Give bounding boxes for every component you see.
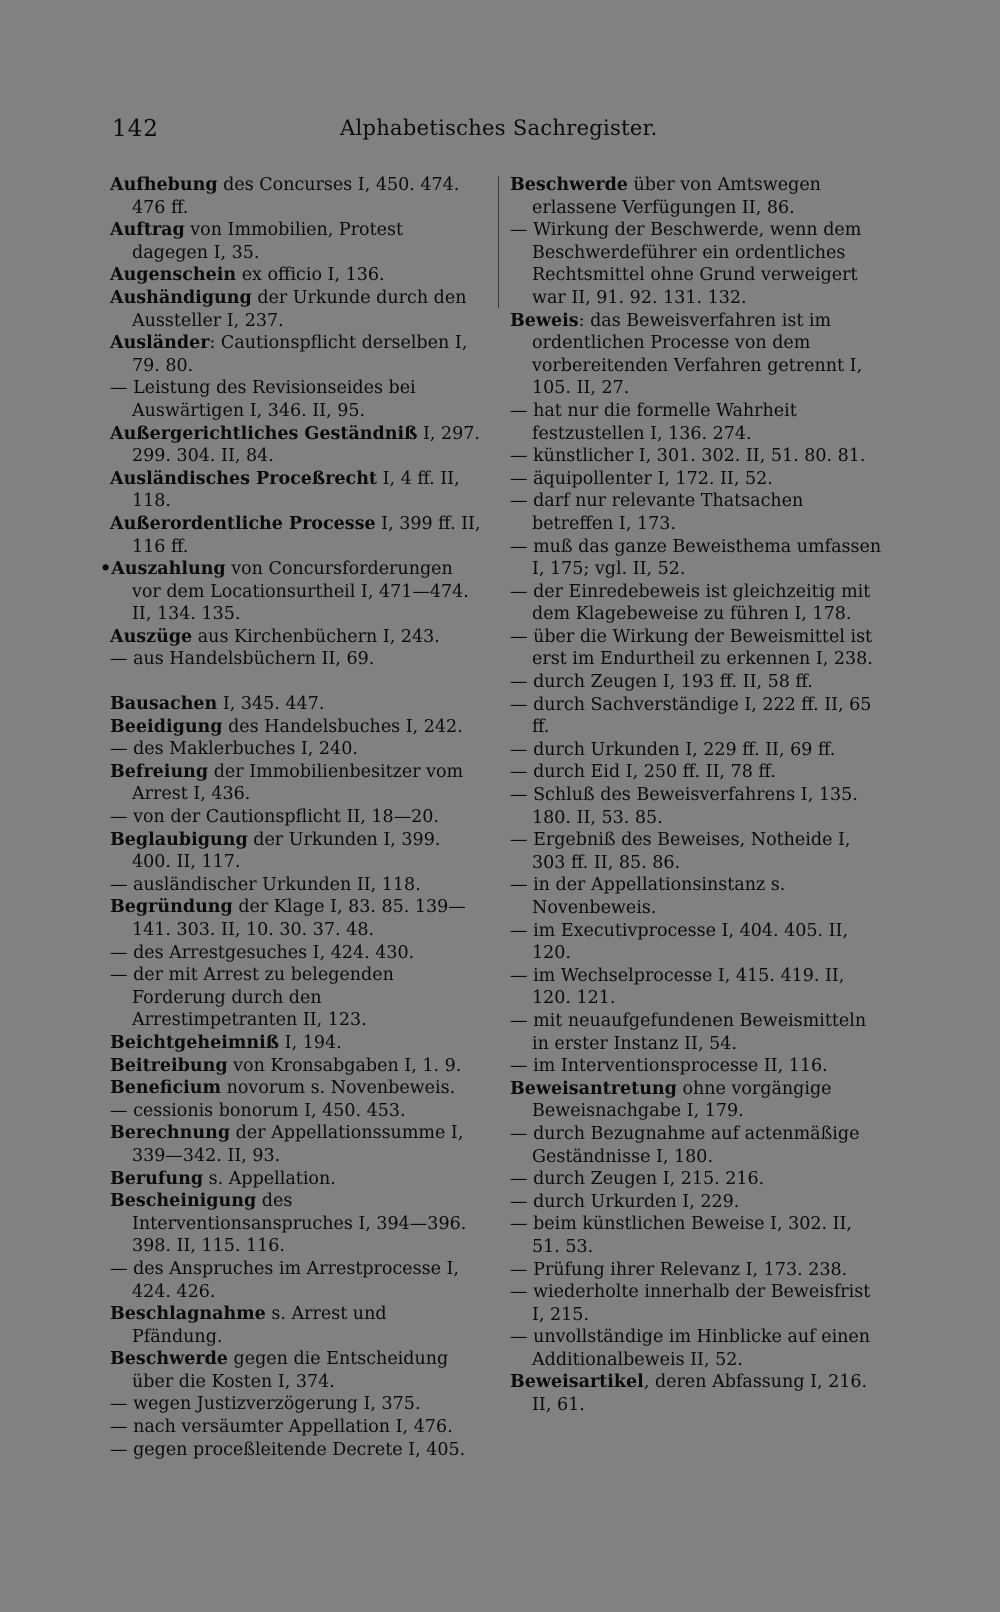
index-references: — nach versäumter Appellation I, 476. — [110, 1417, 453, 1438]
index-entry — [510, 310, 885, 400]
page-number: 142 — [112, 116, 159, 142]
index-entry — [110, 1190, 482, 1258]
index-entry — [110, 264, 482, 287]
index-entry — [110, 287, 482, 332]
marginal-dot: • — [100, 559, 112, 580]
index-entry — [110, 423, 482, 468]
index-references: ex officio I, 136. — [236, 265, 385, 286]
index-subentry — [510, 1326, 885, 1371]
index-references: — durch Eid I, 250 ff. II, 78 ff. — [510, 762, 776, 783]
index-references: — hat nur die formelle Wahrheit festzustellen I, 136. 274. — [510, 400, 797, 444]
index-references: — im Executivprocesse I, 404. 405. II, 120. — [510, 920, 849, 964]
index-subentry — [110, 1393, 482, 1416]
index-references: — unvollständige im Hinblicke auf einen Additionalbeweis II, 52. — [510, 1327, 871, 1370]
index-entry — [110, 174, 482, 219]
index-references: — darf nur relevante Thatsachen betreffen I, 173. — [510, 491, 804, 534]
index-references: I, 4 ff. II, 118. — [132, 468, 460, 512]
running-title: Alphabetisches Sachregister. — [340, 116, 658, 140]
index-term: Aufhebung — [110, 175, 218, 195]
index-entry — [110, 1032, 482, 1055]
index-references: s. Appellation. — [203, 1168, 336, 1189]
index-references: des Concurses I, 450. 474. 476 ff. — [132, 175, 460, 218]
index-term: Bescheinigung — [110, 1191, 257, 1212]
index-subentry — [510, 829, 885, 874]
index-references: aus Kirchenbüchern I, 243. — [192, 626, 440, 647]
index-references: : das Beweisverfahren ist im ordentlichen Processe von dem vorbereitenden Verfahren getrennt I, 105. II, 27. — [532, 310, 863, 399]
index-references: — wiederholte innerhalb der Beweisfrist I, 215. — [510, 1282, 871, 1325]
index-entry — [110, 896, 482, 941]
index-entry — [110, 468, 482, 513]
index-subentry — [510, 1168, 885, 1191]
index-subentry — [110, 1258, 482, 1303]
index-references: — Leistung des Revisionseides bei Auswärtigen I, 346. II, 95. — [110, 378, 416, 421]
index-references: — des Maklerbuches I, 240. — [110, 739, 358, 760]
index-references: : Cautionspflicht derselben I, 79. 80. — [132, 333, 468, 376]
index-term: Beeidigung — [110, 716, 223, 737]
index-subentry — [510, 1191, 885, 1214]
index-subentry — [510, 581, 885, 626]
index-entry — [110, 761, 482, 806]
index-references: — wegen Justizverzögerung I, 375. — [110, 1394, 421, 1415]
index-references: der Urkunden I, 399. 400. II, 117. — [132, 829, 441, 873]
index-term: Augenschein — [110, 265, 237, 286]
index-references: — durch Urkurden I, 229. — [510, 1191, 740, 1212]
index-subentry — [510, 1213, 885, 1258]
index-entry — [110, 626, 482, 649]
index-entry — [110, 1055, 482, 1078]
index-subentry — [510, 874, 885, 919]
index-references: — von der Cautionspflicht II, 18—20. — [110, 807, 440, 828]
index-references: — im Wechselprocesse I, 415. 419. II, 120. 121. — [510, 965, 845, 1009]
index-term: Beneficium — [110, 1078, 222, 1099]
index-subentry — [110, 1100, 482, 1123]
index-references: — durch Bezugnahme auf actenmäßige Geständnisse I, 180. — [510, 1123, 860, 1167]
index-references: — Ergebniß des Beweises, Notheide I, 303 ff. II, 85. 86. — [510, 830, 851, 873]
index-term: Auftrag — [110, 220, 185, 241]
index-entry — [110, 716, 482, 739]
index-references: — äquipollenter I, 172. II, 52. — [510, 468, 773, 489]
index-entry — [510, 174, 885, 219]
index-references: — muß das ganze Beweisthema umfassen I, 175; vgl. II, 52. — [510, 536, 882, 580]
index-references: — der Einredebeweis ist gleichzeitig mit dem Klagebeweise zu führen I, 178. — [510, 581, 871, 625]
index-entry — [110, 332, 482, 377]
index-references: von Concursforderungen vor dem Locationsurtheil I, 471—474. II, 134. 135. — [132, 559, 469, 625]
index-references: über von Amtswegen erlassene Verfügungen II, 86. — [532, 175, 821, 218]
index-references: der Klage I, 83. 85. 139—141. 303. II, 10. 30. 37. 48. — [132, 897, 466, 940]
index-term: Beweis — [510, 310, 579, 331]
index-entry — [110, 513, 482, 558]
index-term: Außergerichtliches Geständniß — [110, 423, 418, 444]
index-entry — [110, 1077, 482, 1100]
index-subentry — [510, 626, 885, 671]
index-term: Beschwerde — [510, 175, 628, 195]
column-divider — [498, 176, 499, 308]
index-subentry — [110, 964, 482, 1032]
index-term: Befreiung — [110, 761, 209, 782]
index-entry — [110, 219, 482, 264]
index-subentry — [510, 1259, 885, 1282]
index-references: — durch Zeugen I, 215. 216. — [510, 1169, 765, 1190]
index-subentry — [510, 761, 885, 784]
index-entry — [510, 1078, 885, 1123]
index-term: Auszüge — [110, 626, 193, 647]
index-references: — Wirkung der Beschwerde, wenn dem Beschwerdeführer ein ordentliches Rechtsmittel ohne Grund verweigert war II, 91. 92. 131. 132. — [510, 220, 862, 308]
index-references: — durch Zeugen I, 193 ff. II, 58 ff. — [510, 672, 813, 693]
index-term: Begründung — [110, 897, 233, 918]
index-references: — mit neuaufgefundenen Beweismitteln in erster Instanz II, 54. — [510, 1010, 867, 1054]
index-subentry — [510, 1123, 885, 1168]
index-references: — beim künstlichen Beweise I, 302. II, 51. 53. — [510, 1214, 852, 1257]
index-term: Bausachen — [110, 694, 218, 715]
index-term: Außerordentliche Processe — [110, 513, 376, 534]
index-term: Beweisantretung — [510, 1078, 677, 1099]
index-term: Ausländisches Proceßrecht — [110, 468, 378, 489]
index-subentry — [510, 965, 885, 1010]
index-subentry — [510, 1281, 885, 1326]
index-subentry — [510, 445, 885, 468]
index-term: Ausländer — [110, 333, 210, 354]
index-subentry — [510, 1055, 885, 1078]
index-term: Aushändigung — [110, 287, 252, 308]
index-subentry — [110, 1439, 482, 1462]
index-subentry — [510, 219, 885, 309]
index-entry — [110, 1122, 482, 1167]
index-references: — cessionis bonorum I, 450. 453. — [110, 1100, 406, 1121]
index-entry — [100, 558, 482, 626]
index-references: — in der Appellationsinstanz s. Novenbeweis. — [510, 875, 786, 918]
index-entry — [110, 693, 482, 716]
index-references: des Interventionsanspruches I, 394—396. 398. II, 115. 116. — [132, 1191, 467, 1257]
index-references: gegen die Entscheidung über die Kosten I, 374. — [132, 1349, 449, 1392]
index-subentry — [510, 400, 885, 445]
index-references: — künstlicher I, 301. 302. II, 51. 80. 81. — [510, 446, 866, 467]
index-references: — durch Urkunden I, 229 ff. II, 69 ff. — [510, 739, 836, 760]
index-references: — des Anspruches im Arrestprocesse I, 424. 426. — [110, 1258, 459, 1302]
index-subentry — [510, 671, 885, 694]
index-subentry — [110, 738, 482, 761]
index-references: von Immobilien, Protest dagegen I, 35. — [132, 220, 403, 263]
index-entry — [510, 1371, 885, 1416]
index-term: Beitreibung — [110, 1055, 228, 1076]
index-references: — Prüfung ihrer Relevanz I, 173. 238. — [510, 1259, 848, 1280]
index-column-left — [100, 174, 482, 1461]
index-subentry — [510, 920, 885, 965]
index-subentry — [110, 874, 482, 897]
index-entry — [110, 1348, 482, 1393]
index-references: s. Arrest und Pfändung. — [132, 1304, 387, 1347]
index-references: novorum s. Novenbeweis. — [221, 1078, 456, 1099]
index-references: der Urkunde durch den Aussteller I, 237. — [132, 287, 467, 331]
index-subentry — [510, 468, 885, 491]
index-subentry — [510, 784, 885, 829]
index-references: — der mit Arrest zu belegenden Forderung durch den Arrestimpetranten II, 123. — [110, 965, 394, 1031]
index-references: der Appellationssumme I, 339—342. II, 93. — [132, 1123, 464, 1166]
index-term: Auszahlung — [111, 559, 226, 580]
index-entry — [110, 1168, 482, 1191]
index-subentry — [110, 942, 482, 965]
index-term: Beichtgeheimniß — [110, 1032, 280, 1053]
index-subentry — [110, 648, 482, 671]
index-references: — Schluß des Beweisverfahrens I, 135. 180. II, 53. 85. — [510, 785, 858, 828]
index-term: Beweisartikel — [510, 1372, 644, 1393]
index-subentry — [510, 536, 885, 581]
index-references: I, 297. 299. 304. II, 84. — [132, 423, 480, 467]
index-entry — [110, 829, 482, 874]
index-references: von Kronsabgaben I, 1. 9. — [227, 1055, 462, 1076]
index-subentry — [510, 1010, 885, 1055]
index-references: — über die Wirkung der Beweismittel ist erst im Endurtheil zu erkennen I, 238. — [510, 626, 873, 670]
index-subentry — [110, 806, 482, 829]
index-term: Beschlagnahme — [110, 1304, 266, 1325]
index-references: — durch Sachverständige I, 222 ff. II, 65 ff. — [510, 694, 872, 738]
index-column-right — [510, 174, 885, 1417]
index-references: I, 345. 447. — [217, 694, 325, 715]
index-references: — ausländischer Urkunden II, 118. — [110, 874, 421, 895]
index-term: Beglaubigung — [110, 829, 248, 850]
index-references: — aus Handelsbüchern II, 69. — [110, 649, 375, 670]
index-references: I, 399 ff. II, 116 ff. — [132, 513, 481, 557]
index-references: ohne vorgängige Beweisnachgabe I, 179. — [532, 1078, 832, 1122]
index-term: Berechnung — [110, 1123, 231, 1144]
index-subentry — [110, 377, 482, 422]
index-entry — [110, 1303, 482, 1348]
index-subentry — [110, 1416, 482, 1439]
index-subentry — [510, 694, 885, 739]
index-references: — des Arrestgesuches I, 424. 430. — [110, 942, 415, 963]
index-references: der Immobilienbesitzer vom Arrest I, 436. — [132, 761, 464, 805]
index-subentry — [510, 739, 885, 762]
index-references: I, 194. — [279, 1032, 342, 1053]
index-references: , deren Abfassung I, 216. II, 61. — [532, 1372, 868, 1416]
index-references: — im Interventionsprocesse II, 116. — [510, 1056, 828, 1077]
index-subentry — [510, 490, 885, 535]
index-references: des Handelsbuches I, 242. — [222, 716, 463, 737]
index-term: Beschwerde — [110, 1349, 228, 1370]
index-term: Berufung — [110, 1168, 204, 1189]
index-references: — gegen proceßleitende Decrete I, 405. — [110, 1439, 466, 1460]
